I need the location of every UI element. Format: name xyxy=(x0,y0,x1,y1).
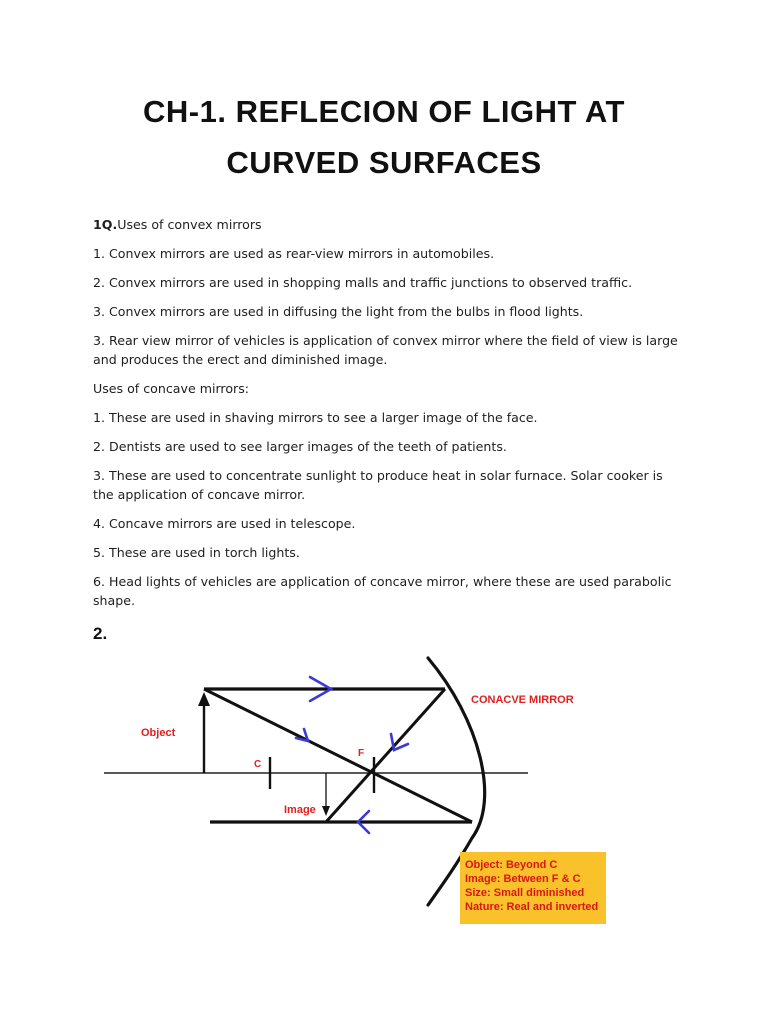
q2-label: 2. xyxy=(93,624,108,643)
f-label: F xyxy=(358,748,365,759)
concave-item: 2. Dentists are used to see larger images of the teeth of patients. xyxy=(93,439,507,454)
concave-heading: Uses of concave mirrors: xyxy=(93,381,250,396)
q1-label: 1Q. xyxy=(93,217,118,232)
ray-reflected-focus xyxy=(326,689,445,822)
info-image: Image: Between F & C xyxy=(465,873,581,885)
ray-through-focus xyxy=(204,689,472,822)
concave-item: 4. Concave mirrors are used in telescope. xyxy=(93,516,356,531)
convex-item: 3. Rear view mirror of vehicles is application of convex mirror where the field of view is large and produces the erect and diminished image. xyxy=(93,333,678,367)
object-label: Object xyxy=(141,727,176,739)
concave-item: 3. These are used to concentrate sunlight to produce heat in solar furnace. Solar cooker is the application of concave mirror. xyxy=(93,468,663,502)
info-size: Size: Small diminished xyxy=(465,887,585,899)
title-line-2: CURVED SURFACES xyxy=(226,145,542,180)
concave-item: 1. These are used in shaving mirrors to see a larger image of the face. xyxy=(93,410,538,425)
object-arrow-head xyxy=(198,692,210,706)
info-object: Object: Beyond C xyxy=(465,859,558,871)
concave-item: 5. These are used in torch lights. xyxy=(93,545,300,560)
concave-item: 6. Head lights of vehicles are application of concave mirror, where these are used parabolic shape. xyxy=(93,574,672,608)
title-line-1: CH-1. REFLECION OF LIGHT AT xyxy=(143,94,625,129)
q1-heading-text: Uses of convex mirrors xyxy=(117,217,262,232)
c-label: C xyxy=(254,759,262,770)
convex-item: 3. Convex mirrors are used in diffusing the light from the bulbs in flood lights. xyxy=(93,304,584,319)
mirror-label: CONACVE MIRROR xyxy=(471,694,574,706)
image-label: Image xyxy=(284,804,316,816)
image-arrow-head xyxy=(322,806,330,816)
convex-item: 1. Convex mirrors are used as rear-view mirrors in automobiles. xyxy=(93,246,495,261)
info-nature: Nature: Real and inverted xyxy=(465,901,599,913)
convex-item: 2. Convex mirrors are used in shopping malls and traffic junctions to observed traffic. xyxy=(93,275,633,290)
